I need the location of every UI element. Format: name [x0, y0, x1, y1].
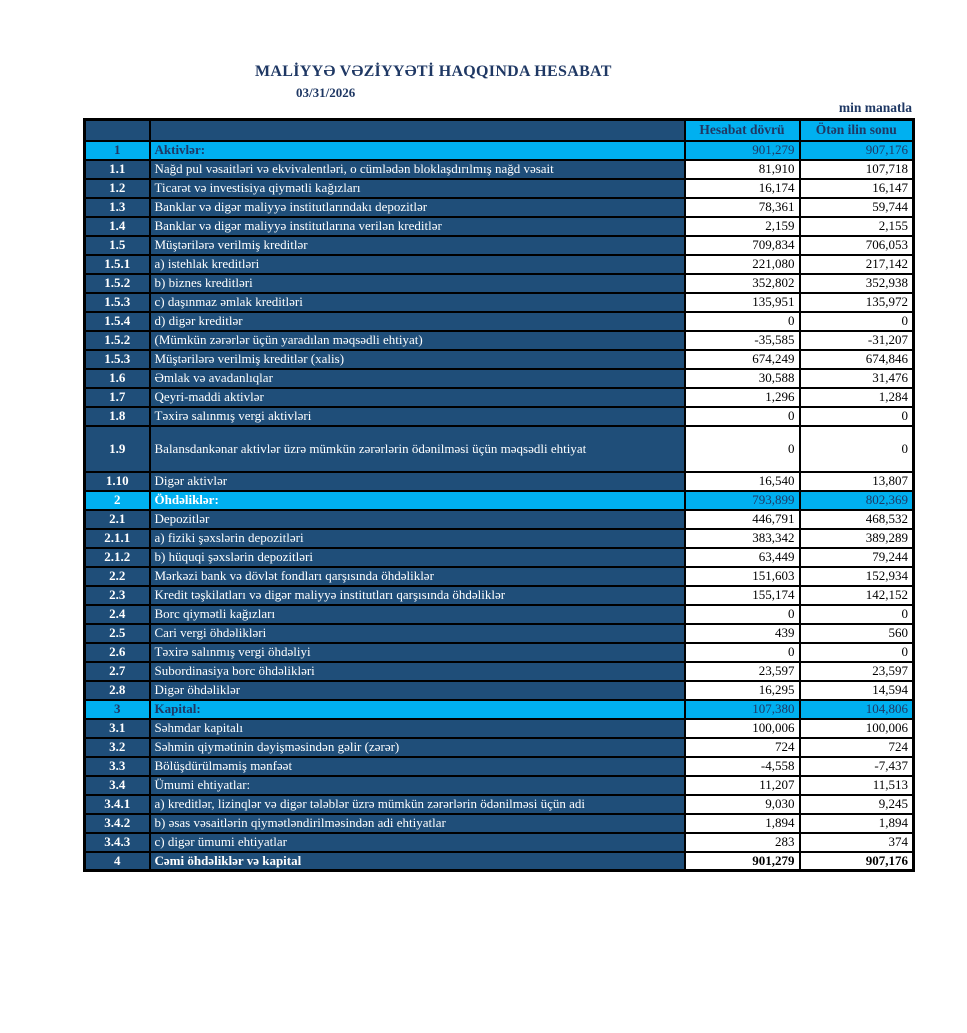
row-number-cell: 1.5: [85, 236, 150, 255]
value-current-cell: 16,540: [685, 472, 800, 491]
row-label-cell: Mərkəzi bank və dövlət fondları qarşısında öhdəliklər: [150, 567, 685, 586]
report-date: 03/31/2026: [296, 85, 356, 100]
row-number-cell: 1.8: [85, 407, 150, 426]
value-current-cell: -4,558: [685, 757, 800, 776]
row-label-cell: a) fiziki şəxslərin depozitləri: [150, 529, 685, 548]
row-label-cell: Balansdankənar aktivlər üzrə mümkün zərərlərin ödənilməsi üçün məqsədli ehtiyat: [150, 426, 685, 472]
row-number-cell: 1.6: [85, 369, 150, 388]
table-row: [85, 293, 914, 312]
row-label-cell: Ümumi ehtiyatlar:: [150, 776, 685, 795]
table-row: [85, 491, 914, 510]
row-label-cell: Depozitlər: [150, 510, 685, 529]
value-previous-cell: 1,894: [800, 814, 914, 833]
row-label-cell: Borc qiymətli kağızları: [150, 605, 685, 624]
row-label-cell: a) kreditlər, lizinqlər və digər tələblər üzrə mümkün zərərlərin ödənilməsi üçün adi: [150, 795, 685, 814]
row-label-cell: Bölüşdürülməmiş mənfəət: [150, 757, 685, 776]
value-previous-cell: 13,807: [800, 472, 914, 491]
table-header-row: [85, 120, 914, 141]
value-current-cell: 151,603: [685, 567, 800, 586]
value-previous-cell: 907,176: [800, 141, 914, 160]
value-previous-cell: 560: [800, 624, 914, 643]
row-label-cell: c) digər ümumi ehtiyatlar: [150, 833, 685, 852]
row-number-cell: 1.2: [85, 179, 150, 198]
value-previous-cell: 374: [800, 833, 914, 852]
row-number-cell: 2.8: [85, 681, 150, 700]
row-label-cell: Qeyri-maddi aktivlər: [150, 388, 685, 407]
value-previous-cell: 142,152: [800, 586, 914, 605]
table-row: [85, 198, 914, 217]
table-row: [85, 814, 914, 833]
row-number-cell: 3.4.2: [85, 814, 150, 833]
table-row: [85, 605, 914, 624]
row-number-cell: 2.3: [85, 586, 150, 605]
value-current-cell: 0: [685, 643, 800, 662]
value-previous-cell: 0: [800, 643, 914, 662]
value-current-cell: 724: [685, 738, 800, 757]
value-current-cell: 352,802: [685, 274, 800, 293]
value-previous-cell: 706,053: [800, 236, 914, 255]
row-label-cell: Subordinasiya borc öhdəlikləri: [150, 662, 685, 681]
row-label-cell: Kapital:: [150, 700, 685, 719]
row-number-cell: 1.1: [85, 160, 150, 179]
table-row: [85, 700, 914, 719]
table-row: [85, 757, 914, 776]
table-row: [85, 472, 914, 491]
value-current-cell: 0: [685, 605, 800, 624]
value-previous-cell: 0: [800, 407, 914, 426]
value-current-cell: 0: [685, 407, 800, 426]
row-label-cell: Digər öhdəliklər: [150, 681, 685, 700]
table-row: [85, 369, 914, 388]
row-label-cell: a) istehlak kreditləri: [150, 255, 685, 274]
value-current-cell: 16,174: [685, 179, 800, 198]
value-previous-cell: 104,806: [800, 700, 914, 719]
value-previous-cell: 2,155: [800, 217, 914, 236]
value-current-cell: 81,910: [685, 160, 800, 179]
unit-note: min manatla: [838, 100, 912, 115]
value-previous-cell: 135,972: [800, 293, 914, 312]
row-label-cell: Ticarət və investisiya qiymətli kağızları: [150, 179, 685, 198]
value-previous-cell: 907,176: [800, 852, 914, 871]
value-previous-cell: 16,147: [800, 179, 914, 198]
row-number-cell: 3.1: [85, 719, 150, 738]
column-header-current: Hesabat dövrü: [685, 120, 800, 141]
value-previous-cell: 802,369: [800, 491, 914, 510]
row-label-cell: (Mümkün zərərlər üçün yaradılan məqsədli ehtiyat): [150, 331, 685, 350]
row-label-cell: Müştərilərə verilmiş kreditlər (xalis): [150, 350, 685, 369]
row-number-cell: 3.4.3: [85, 833, 150, 852]
table-row: [85, 833, 914, 852]
value-current-cell: 221,080: [685, 255, 800, 274]
row-label-cell: Təxirə salınmış vergi öhdəliyi: [150, 643, 685, 662]
table-row: [85, 331, 914, 350]
table-row: [85, 586, 914, 605]
row-number-cell: 2.1.1: [85, 529, 150, 548]
table-row: [85, 662, 914, 681]
row-label-cell: Aktivlər:: [150, 141, 685, 160]
row-label-cell: Öhdəliklər:: [150, 491, 685, 510]
value-current-cell: 1,296: [685, 388, 800, 407]
value-previous-cell: 0: [800, 426, 914, 472]
table-row: [85, 738, 914, 757]
table-row: [85, 681, 914, 700]
value-previous-cell: 31,476: [800, 369, 914, 388]
row-number-cell: 1.5.3: [85, 293, 150, 312]
row-label-cell: Əmlak və avadanlıqlar: [150, 369, 685, 388]
row-number-cell: 2.1: [85, 510, 150, 529]
row-number-cell: 4: [85, 852, 150, 871]
table-row: [85, 795, 914, 814]
row-label-cell: Səhmdar kapitalı: [150, 719, 685, 738]
value-current-cell: 2,159: [685, 217, 800, 236]
table-row: [85, 274, 914, 293]
table-row: [85, 548, 914, 567]
value-previous-cell: 352,938: [800, 274, 914, 293]
value-previous-cell: 23,597: [800, 662, 914, 681]
value-current-cell: 0: [685, 426, 800, 472]
table-row: [85, 312, 914, 331]
value-current-cell: 283: [685, 833, 800, 852]
value-previous-cell: -7,437: [800, 757, 914, 776]
value-current-cell: 446,791: [685, 510, 800, 529]
value-previous-cell: 152,934: [800, 567, 914, 586]
row-number-cell: 3: [85, 700, 150, 719]
value-previous-cell: 674,846: [800, 350, 914, 369]
row-number-cell: 3.2: [85, 738, 150, 757]
table-row: [85, 567, 914, 586]
value-previous-cell: 389,289: [800, 529, 914, 548]
row-number-cell: 1.4: [85, 217, 150, 236]
value-current-cell: 11,207: [685, 776, 800, 795]
value-current-cell: 1,894: [685, 814, 800, 833]
value-previous-cell: 107,718: [800, 160, 914, 179]
row-number-cell: 2: [85, 491, 150, 510]
value-current-cell: 674,249: [685, 350, 800, 369]
row-number-cell: 2.2: [85, 567, 150, 586]
row-number-cell: 1.9: [85, 426, 150, 472]
row-label-cell: Cari vergi öhdəlikləri: [150, 624, 685, 643]
row-number-cell: 2.6: [85, 643, 150, 662]
value-previous-cell: 217,142: [800, 255, 914, 274]
row-label-cell: b) biznes kreditləri: [150, 274, 685, 293]
row-number-cell: 1: [85, 141, 150, 160]
financial-position-table: [83, 118, 915, 872]
row-number-cell: 1.3: [85, 198, 150, 217]
value-previous-cell: 724: [800, 738, 914, 757]
row-label-cell: b) hüquqi şəxslərin depozitləri: [150, 548, 685, 567]
table-row: [85, 510, 914, 529]
table-row: [85, 179, 914, 198]
row-label-cell: Müştərilərə verilmiş kreditlər: [150, 236, 685, 255]
value-current-cell: 16,295: [685, 681, 800, 700]
table-row: [85, 426, 914, 472]
header-description-cell: [150, 120, 685, 141]
value-current-cell: 0: [685, 312, 800, 331]
row-number-cell: 1.5.4: [85, 312, 150, 331]
row-number-cell: 1.5.3: [85, 350, 150, 369]
row-number-cell: 1.5.2: [85, 331, 150, 350]
table-row: [85, 624, 914, 643]
row-label-cell: b) əsas vəsaitlərin qiymətləndirilməsindən adi ehtiyatlar: [150, 814, 685, 833]
value-current-cell: 100,006: [685, 719, 800, 738]
table-row: [85, 255, 914, 274]
value-previous-cell: 9,245: [800, 795, 914, 814]
row-number-cell: 1.10: [85, 472, 150, 491]
value-current-cell: 78,361: [685, 198, 800, 217]
value-current-cell: -35,585: [685, 331, 800, 350]
value-previous-cell: 100,006: [800, 719, 914, 738]
row-number-cell: 2.7: [85, 662, 150, 681]
value-current-cell: 439: [685, 624, 800, 643]
row-number-cell: 2.5: [85, 624, 150, 643]
value-current-cell: 901,279: [685, 852, 800, 871]
value-current-cell: 23,597: [685, 662, 800, 681]
row-number-cell: 3.3: [85, 757, 150, 776]
table-row: [85, 160, 914, 179]
row-number-cell: 1.7: [85, 388, 150, 407]
value-current-cell: 901,279: [685, 141, 800, 160]
column-header-previous: Ötən ilin sonu: [800, 120, 914, 141]
row-label-cell: Nağd pul vəsaitləri və ekvivalentləri, o cümlədən bloklaşdırılmış nağd vəsait: [150, 160, 685, 179]
value-previous-cell: 79,244: [800, 548, 914, 567]
row-number-cell: 3.4: [85, 776, 150, 795]
table-row: [85, 388, 914, 407]
value-previous-cell: -31,207: [800, 331, 914, 350]
row-label-cell: Kredit təşkilatları və digər maliyyə institutları qarşısında öhdəliklər: [150, 586, 685, 605]
header-number-cell: [85, 120, 150, 141]
table-row: [85, 643, 914, 662]
value-current-cell: 709,834: [685, 236, 800, 255]
row-label-cell: c) daşınmaz əmlak kreditləri: [150, 293, 685, 312]
value-previous-cell: 11,513: [800, 776, 914, 795]
value-previous-cell: 14,594: [800, 681, 914, 700]
value-current-cell: 135,951: [685, 293, 800, 312]
table-row: [85, 350, 914, 369]
value-previous-cell: 0: [800, 605, 914, 624]
row-number-cell: 2.4: [85, 605, 150, 624]
row-number-cell: 3.4.1: [85, 795, 150, 814]
row-label-cell: Səhmin qiymətinin dəyişməsindən gəlir (zərər): [150, 738, 685, 757]
row-number-cell: 1.5.2: [85, 274, 150, 293]
table-row: [85, 407, 914, 426]
table-body: [85, 141, 914, 871]
row-label-cell: d) digər kreditlər: [150, 312, 685, 331]
row-label-cell: Banklar və digər maliyyə institutlarına verilən kreditlər: [150, 217, 685, 236]
table-row: [85, 852, 914, 871]
page-title: MALİYYƏ VƏZİYYƏTİ HAQQINDA HESABAT: [255, 63, 612, 80]
row-number-cell: 2.1.2: [85, 548, 150, 567]
value-current-cell: 793,899: [685, 491, 800, 510]
value-current-cell: 107,380: [685, 700, 800, 719]
table-row: [85, 217, 914, 236]
table-row: [85, 141, 914, 160]
row-label-cell: Cəmi öhdəliklər və kapital: [150, 852, 685, 871]
table-row: [85, 236, 914, 255]
row-label-cell: Təxirə salınmış vergi aktivləri: [150, 407, 685, 426]
value-previous-cell: 468,532: [800, 510, 914, 529]
value-current-cell: 63,449: [685, 548, 800, 567]
value-current-cell: 30,588: [685, 369, 800, 388]
row-label-cell: Banklar və digər maliyyə institutlarındakı depozitlər: [150, 198, 685, 217]
row-number-cell: 1.5.1: [85, 255, 150, 274]
value-previous-cell: 59,744: [800, 198, 914, 217]
table-row: [85, 776, 914, 795]
row-label-cell: Digər aktivlər: [150, 472, 685, 491]
table-row: [85, 529, 914, 548]
value-current-cell: 9,030: [685, 795, 800, 814]
value-current-cell: 383,342: [685, 529, 800, 548]
table-row: [85, 719, 914, 738]
value-previous-cell: 0: [800, 312, 914, 331]
value-current-cell: 155,174: [685, 586, 800, 605]
value-previous-cell: 1,284: [800, 388, 914, 407]
